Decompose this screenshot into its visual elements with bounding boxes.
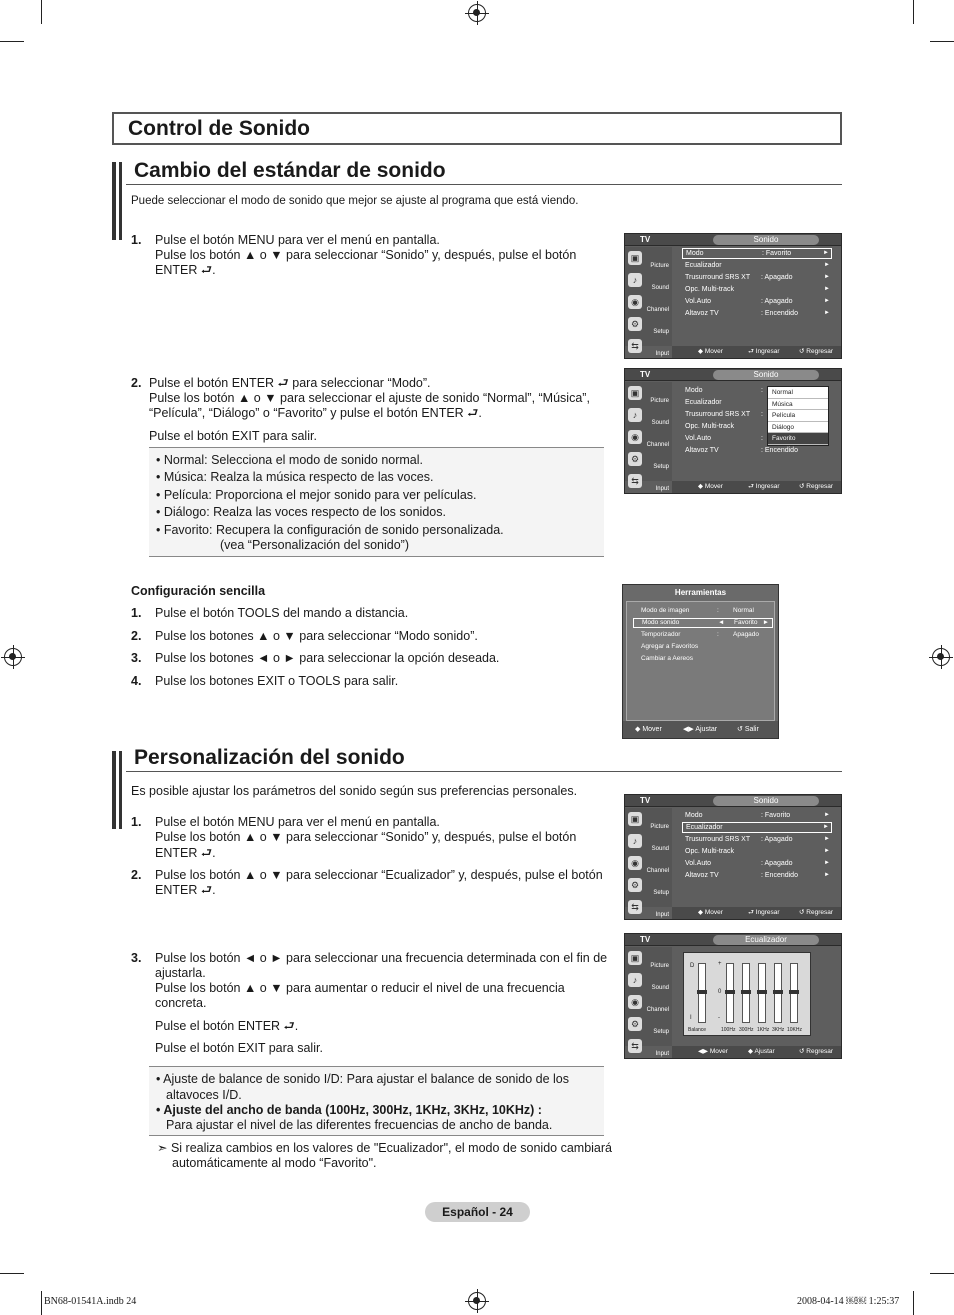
menu-tab: Ecualizador bbox=[713, 935, 819, 945]
menu-row[interactable]: Altavoz TV : Encendido bbox=[685, 447, 798, 454]
tv-equalizer bbox=[624, 933, 842, 1059]
back-hint: ↺ Regresar bbox=[799, 483, 833, 490]
move-hint: ◆ Mover bbox=[635, 726, 662, 733]
step-number: 1. bbox=[131, 233, 142, 247]
side-label: Sound bbox=[651, 985, 669, 991]
step-number: 2. bbox=[131, 629, 142, 643]
sound-icon: ♪ bbox=[628, 973, 642, 987]
menu-row[interactable]: Ecualizador ► bbox=[685, 262, 830, 269]
side-label: Picture bbox=[650, 398, 669, 404]
mode-item: • Normal: Selecciona el modo de sonido normal. bbox=[156, 453, 424, 467]
picture-icon: ▣ bbox=[628, 951, 642, 965]
step-text: Pulse los botón ▲ o ▼ para seleccionar “Ecualizador” y, después, pulse el botón bbox=[155, 868, 603, 882]
menu-tab: Sonido bbox=[713, 796, 819, 806]
eq-band-label: 100Hz bbox=[721, 1027, 736, 1033]
eq-notes-box bbox=[149, 1066, 604, 1136]
eq-label: - bbox=[718, 1015, 720, 1021]
step-text: concreta. bbox=[155, 996, 207, 1010]
section-bar bbox=[112, 162, 122, 240]
footer-file: BN68-01541A.indb 24 bbox=[44, 1296, 137, 1307]
move-hint: ◆ Mover bbox=[698, 909, 723, 916]
side-label: Channel bbox=[646, 307, 669, 313]
step-number: 3. bbox=[131, 651, 142, 665]
tv-label: TV bbox=[640, 796, 651, 805]
step-number: 2. bbox=[131, 376, 142, 390]
eq-label: 0 bbox=[718, 989, 722, 995]
side-label: Input bbox=[655, 351, 669, 357]
section-rule bbox=[126, 771, 842, 772]
tools-title: Herramientas bbox=[674, 588, 727, 597]
menu-row[interactable]: Ecualizador ► bbox=[682, 822, 832, 833]
step-text: Pulse los botón ▲ o ▼ para seleccionar “Sonido” y, después, pulse el botón bbox=[155, 830, 577, 844]
setup-icon: ⚙ bbox=[628, 317, 642, 331]
side-label: Setup bbox=[653, 1029, 669, 1035]
crop-mark bbox=[0, 1273, 24, 1274]
step-text: Pulse los botón ▲ o ▼ para seleccionar “Sonido” y, después, pulse el botón bbox=[155, 248, 577, 262]
tools-row[interactable]: Temporizador : Apagado bbox=[641, 631, 760, 638]
tools-row[interactable]: Cambiar a Aereos bbox=[641, 655, 694, 662]
side-label: Sound bbox=[651, 285, 669, 291]
step-text: Pulse los botones ◄ o ► para seleccionar la opción deseada. bbox=[155, 651, 500, 665]
move-hint: ◆ Mover bbox=[698, 483, 723, 490]
popup-option[interactable]: Normal bbox=[768, 387, 828, 399]
setup-icon: ⚙ bbox=[628, 878, 642, 892]
picture-icon: ▣ bbox=[628, 386, 642, 400]
back-hint: ↺ Regresar bbox=[799, 909, 833, 916]
tv-label: TV bbox=[640, 935, 651, 944]
tv-mode-menu bbox=[624, 368, 842, 494]
note-item: • Ajuste de balance de sonido I/D: Para ajustar el balance de sonido de los bbox=[156, 1072, 569, 1086]
menu-row[interactable]: Modo : Favorito ► bbox=[685, 812, 830, 819]
section-intro: Puede seleccionar el modo de sonido que mejor se ajuste al programa que está viendo. bbox=[131, 195, 579, 207]
sound-icon: ♪ bbox=[628, 273, 642, 287]
menu-row[interactable]: Altavoz TV : Encendido ► bbox=[685, 872, 830, 879]
crop-mark bbox=[930, 1273, 954, 1274]
tv-sound-menu-eq bbox=[624, 794, 842, 920]
mode-item: • Diálogo: Realza las voces respecto de los sonidos. bbox=[156, 505, 446, 519]
step-text: “Película”, “Diálogo” o “Favorito” y pulse el botón ENTER ⮐. bbox=[149, 406, 482, 420]
menu-row[interactable]: Opc. Multi-track ► bbox=[685, 848, 830, 855]
tools-row[interactable]: Modo sonido ◄ Favorito ► bbox=[633, 618, 773, 628]
side-label: Picture bbox=[650, 963, 669, 969]
note-item: altavoces I/D. bbox=[166, 1088, 242, 1102]
menu-row[interactable]: Trusurround SRS XT : Apagado ► bbox=[685, 836, 830, 843]
eq-band-slider[interactable] bbox=[726, 963, 734, 1023]
popup-option-selected[interactable]: Favorito bbox=[768, 433, 828, 445]
side-label: Sound bbox=[651, 846, 669, 852]
eq-label: I bbox=[690, 1015, 692, 1021]
side-label: Input bbox=[655, 912, 669, 918]
sound-icon: ♪ bbox=[628, 408, 642, 422]
menu-tab: Sonido bbox=[713, 235, 819, 245]
input-icon: ⇆ bbox=[628, 474, 642, 488]
eq-band-slider[interactable] bbox=[774, 963, 782, 1023]
tools-row[interactable]: Modo de imagen : Normal bbox=[641, 607, 754, 614]
menu-row[interactable]: Modo : bbox=[685, 387, 763, 394]
tools-menu bbox=[622, 584, 779, 739]
step-text: Pulse los botón ◄ o ► para seleccionar una frecuencia determinada con el fin de bbox=[155, 951, 608, 965]
adjust-hint: ◆ Ajustar bbox=[748, 1048, 775, 1055]
eq-band-slider[interactable] bbox=[790, 963, 798, 1023]
step-text: Pulse el botón MENU para ver el menú en pantalla. bbox=[155, 815, 440, 829]
registration-mark-icon bbox=[4, 648, 22, 666]
menu-row[interactable]: Trusurround SRS XT : Apagado ► bbox=[685, 274, 830, 281]
move-hint: ◀▶ Mover bbox=[698, 1048, 728, 1055]
exit-hint: ↺ Salir bbox=[737, 726, 759, 733]
step-text: Pulse los botón ▲ o ▼ para seleccionar el ajuste de sonido “Normal”, “Música”, bbox=[149, 391, 590, 405]
section-title: Personalización del sonido bbox=[134, 746, 405, 769]
side-label: Picture bbox=[650, 263, 669, 269]
step-number: 1. bbox=[131, 606, 142, 620]
input-icon: ⇆ bbox=[628, 900, 642, 914]
tv-label: TV bbox=[640, 370, 651, 379]
step-number: 2. bbox=[131, 868, 142, 882]
enter-hint: ⮐ Ingresar bbox=[748, 348, 780, 355]
side-label: Channel bbox=[646, 1007, 669, 1013]
side-label: Input bbox=[655, 1051, 669, 1057]
crop-mark bbox=[930, 41, 954, 42]
menu-row[interactable]: Ecualizador bbox=[685, 399, 722, 406]
mode-item: • Favorito: Recupera la configuración de sonido personalizada. bbox=[156, 523, 504, 537]
section-title: Cambio del estándar de sonido bbox=[134, 159, 446, 182]
eq-band-label: 10KHz bbox=[787, 1027, 803, 1033]
input-icon: ⇆ bbox=[628, 1039, 642, 1053]
balance-slider[interactable] bbox=[698, 963, 706, 1023]
mode-item: • Película: Proporciona el mejor sonido para ver películas. bbox=[156, 488, 477, 502]
menu-row[interactable]: Vol.Auto : Apagado ► bbox=[685, 860, 830, 867]
eq-band-label: 300Hz bbox=[739, 1027, 754, 1033]
setup-icon: ⚙ bbox=[628, 1017, 642, 1031]
crop-mark bbox=[0, 41, 24, 42]
mode-list-box bbox=[149, 447, 604, 557]
menu-row[interactable]: Trusurround SRS XT : bbox=[685, 411, 763, 418]
menu-row[interactable]: Opc. Multi-track ► bbox=[685, 286, 830, 293]
page-number-badge: Español - 24 bbox=[425, 1202, 530, 1222]
footer-timestamp: 2008-04-14 ￼￼ 1:25:37 bbox=[797, 1296, 900, 1307]
side-label: Channel bbox=[646, 442, 669, 448]
step-text: Pulse los botones EXIT o TOOLS para salir. bbox=[155, 674, 399, 688]
step-text: ENTER ⮐. bbox=[155, 263, 216, 277]
tip-text: ➣ Si realiza cambios en los valores de "Ecualizador", el modo de sonido cambiará bbox=[157, 1141, 612, 1155]
section-bar bbox=[112, 751, 122, 829]
step-text: ENTER ⮐. bbox=[155, 883, 216, 897]
step-text: Pulse el botón EXIT para salir. bbox=[149, 429, 317, 443]
chapter-title: Control de Sonido bbox=[112, 112, 842, 145]
back-hint: ↺ Regresar bbox=[799, 1048, 833, 1055]
step-text: Pulse el botón MENU para ver el menú en pantalla. bbox=[155, 233, 440, 247]
channel-icon: ◉ bbox=[628, 430, 642, 444]
eq-band-slider[interactable] bbox=[742, 963, 750, 1023]
back-hint: ↺ Regresar bbox=[799, 348, 833, 355]
popup-option[interactable]: Película bbox=[768, 410, 828, 422]
eq-band-label: 3KHz bbox=[772, 1027, 785, 1033]
side-label: Setup bbox=[653, 464, 669, 470]
side-label: Sound bbox=[651, 420, 669, 426]
tv-sound-menu bbox=[624, 233, 842, 359]
mode-item: • Música: Realza la música respecto de las voces. bbox=[156, 470, 434, 484]
eq-label: + bbox=[718, 961, 722, 967]
enter-hint: ⮐ Ingresar bbox=[748, 483, 780, 490]
menu-row[interactable]: Modo : Favorito ► bbox=[682, 248, 832, 259]
registration-mark-icon bbox=[468, 4, 486, 22]
popup-option[interactable]: Música bbox=[768, 399, 828, 411]
mode-item: (vea “Personalización del sonido”) bbox=[220, 538, 409, 552]
registration-mark-icon bbox=[468, 1292, 486, 1310]
move-hint: ◆ Mover bbox=[698, 348, 723, 355]
eq-band-slider[interactable] bbox=[758, 963, 766, 1023]
picture-icon: ▣ bbox=[628, 251, 642, 265]
section-intro: Es posible ajustar los parámetros del sonido según sus preferencias personales. bbox=[131, 784, 578, 798]
eq-label: D bbox=[690, 963, 695, 969]
channel-icon: ◉ bbox=[628, 295, 642, 309]
tv-label: TV bbox=[640, 235, 651, 244]
sound-icon: ♪ bbox=[628, 834, 642, 848]
step-text: ENTER ⮐. bbox=[155, 846, 216, 860]
step-text: Pulse el botón ENTER ⮐. bbox=[155, 1019, 299, 1033]
mode-popup[interactable] bbox=[767, 386, 829, 446]
side-label: Input bbox=[655, 486, 669, 492]
step-text: Pulse el botón EXIT para salir. bbox=[155, 1041, 323, 1055]
step-text: Pulse el botón TOOLS del mando a distancia. bbox=[155, 606, 409, 620]
crop-mark bbox=[913, 0, 914, 24]
side-label: Channel bbox=[646, 868, 669, 874]
crop-mark bbox=[913, 1291, 914, 1315]
crop-mark bbox=[41, 0, 42, 24]
menu-row[interactable]: Vol.Auto : Apagado ► bbox=[685, 298, 830, 305]
step-number: 3. bbox=[131, 951, 142, 965]
setup-icon: ⚙ bbox=[628, 452, 642, 466]
crop-mark bbox=[41, 1291, 42, 1315]
input-icon: ⇆ bbox=[628, 339, 642, 353]
side-label: Setup bbox=[653, 890, 669, 896]
eq-band-label: 1KHz bbox=[757, 1027, 770, 1033]
picture-icon: ▣ bbox=[628, 812, 642, 826]
adjust-hint: ◀▶ Ajustar bbox=[683, 726, 718, 733]
channel-icon: ◉ bbox=[628, 856, 642, 870]
equalizer-panel bbox=[683, 952, 811, 1036]
registration-mark-icon bbox=[932, 648, 950, 666]
menu-row[interactable]: Opc. Multi-track bbox=[685, 423, 735, 430]
step-number: 1. bbox=[131, 815, 142, 829]
side-label: Setup bbox=[653, 329, 669, 335]
step-text: Pulse el botón ENTER ⮐ para seleccionar “Modo”. bbox=[149, 376, 431, 390]
menu-row[interactable]: Vol.Auto : bbox=[685, 435, 763, 442]
note-item: Para ajustar el nivel de las diferentes frecuencias de ancho de banda. bbox=[166, 1118, 553, 1132]
side-label: Picture bbox=[650, 824, 669, 830]
channel-icon: ◉ bbox=[628, 995, 642, 1009]
step-text: ajustarla. bbox=[155, 966, 206, 980]
section-rule bbox=[126, 184, 842, 185]
easy-setup-title: Configuración sencilla bbox=[131, 584, 266, 598]
enter-hint: ⮐ Ingresar bbox=[748, 909, 780, 916]
step-text: Pulse los botón ▲ o ▼ para aumentar o reducir el nivel de una frecuencia bbox=[155, 981, 565, 995]
eq-balance-label: Balance bbox=[688, 1027, 707, 1033]
note-item: • Ajuste del ancho de banda (100Hz, 300Hz, 1KHz, 3KHz, 10KHz) : bbox=[156, 1103, 542, 1117]
tip-text: automáticamente al modo “Favorito". bbox=[172, 1156, 377, 1170]
menu-row[interactable]: Altavoz TV : Encendido ► bbox=[685, 310, 830, 317]
step-number: 4. bbox=[131, 674, 142, 688]
step-text: Pulse los botones ▲ o ▼ para seleccionar “Modo sonido”. bbox=[155, 629, 478, 643]
menu-tab: Sonido bbox=[713, 370, 819, 380]
tools-row[interactable]: Agregar a Favoritos bbox=[641, 643, 699, 650]
popup-option[interactable]: Diálogo bbox=[768, 422, 828, 434]
